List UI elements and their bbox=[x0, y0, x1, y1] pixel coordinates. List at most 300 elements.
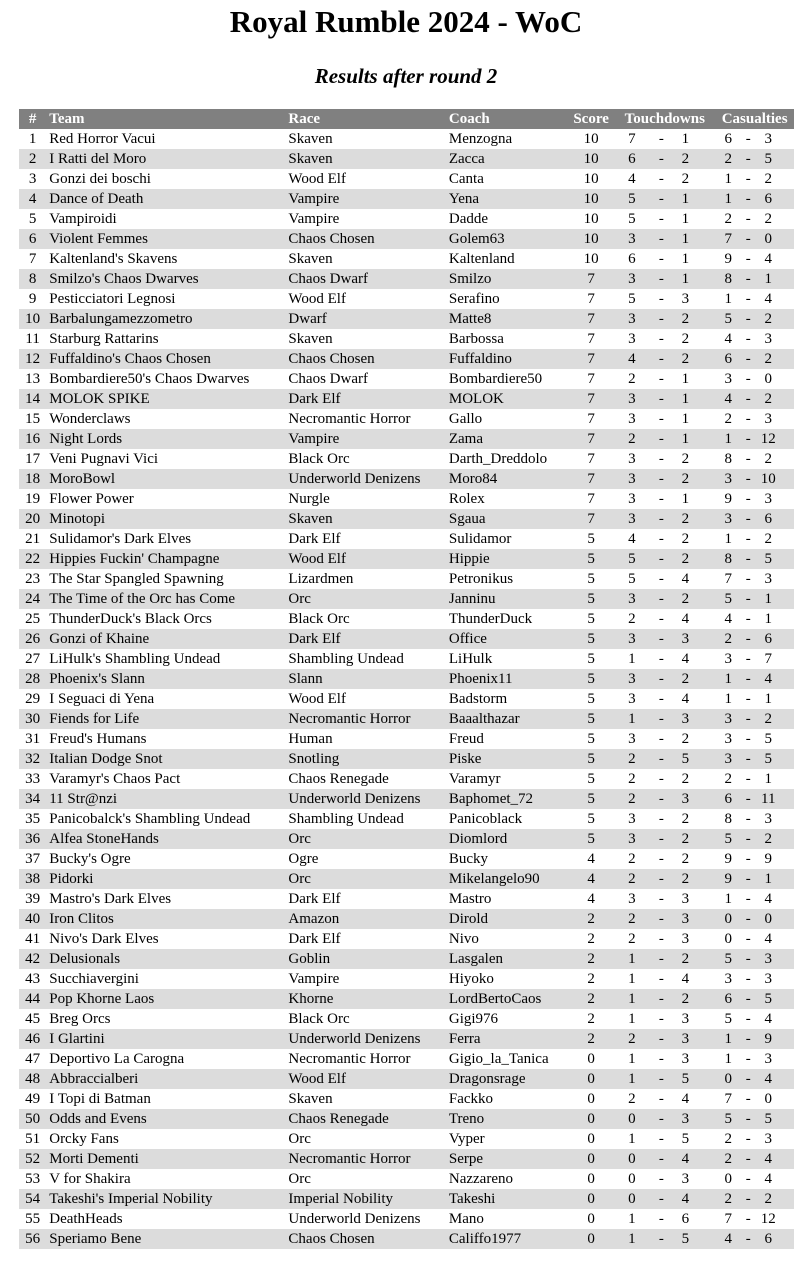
rank-cell: 44 bbox=[25, 991, 41, 1007]
touchdowns-cell bbox=[614, 349, 715, 369]
coach-cell: Mikelangelo90 bbox=[448, 871, 540, 887]
score-cell: 0 bbox=[587, 1191, 595, 1207]
casualties-cell bbox=[715, 969, 794, 989]
casualties-pair bbox=[715, 1049, 794, 1069]
touchdowns-against: 4 bbox=[681, 971, 690, 987]
touchdowns-pair bbox=[614, 789, 715, 809]
race-cell: Orc bbox=[288, 831, 311, 847]
casualties-pair bbox=[715, 429, 794, 449]
touchdowns-pair bbox=[614, 1029, 715, 1049]
coach-cell: Barbossa bbox=[448, 331, 504, 347]
separator: - bbox=[658, 611, 664, 627]
separator: - bbox=[745, 451, 751, 467]
race-cell: Necromantic Horror bbox=[288, 1051, 411, 1067]
table-row bbox=[19, 569, 794, 589]
score-cell: 5 bbox=[587, 611, 595, 627]
touchdowns-against: 2 bbox=[681, 851, 690, 867]
touchdowns-against: 3 bbox=[681, 631, 690, 647]
casualties-against: 2 bbox=[764, 211, 772, 227]
coach-cell: Dirold bbox=[448, 911, 489, 927]
team-cell: The Star Spangled Spawning bbox=[49, 571, 224, 587]
separator: - bbox=[745, 611, 751, 627]
touchdowns-against: 2 bbox=[681, 771, 690, 787]
touchdowns-against: 3 bbox=[681, 291, 690, 307]
separator: - bbox=[658, 571, 664, 587]
separator: - bbox=[745, 411, 751, 427]
coach-cell: Hippie bbox=[448, 551, 490, 567]
touchdowns-pair bbox=[614, 469, 715, 489]
table-row bbox=[19, 409, 794, 429]
team-cell: I Glartini bbox=[49, 1031, 105, 1047]
touchdowns-pair bbox=[614, 189, 715, 209]
touchdowns-against: 3 bbox=[681, 1051, 690, 1067]
casualties-pair bbox=[715, 629, 794, 649]
casualties-for: 9 bbox=[724, 871, 732, 887]
table-row bbox=[19, 489, 794, 509]
touchdowns-cell bbox=[614, 769, 715, 789]
casualties-cell bbox=[715, 489, 794, 509]
separator: - bbox=[658, 191, 664, 207]
casualties-pair bbox=[715, 1169, 794, 1189]
touchdowns-pair bbox=[614, 589, 715, 609]
race-cell: Underworld Denizens bbox=[288, 791, 421, 807]
touchdowns-cell bbox=[614, 549, 715, 569]
rank-cell: 29 bbox=[25, 691, 41, 707]
touchdowns-pair bbox=[614, 309, 715, 329]
touchdowns-pair bbox=[614, 709, 715, 729]
score-cell: 7 bbox=[587, 431, 595, 447]
coach-cell: Lasgalen bbox=[448, 951, 503, 967]
casualties-against: 3 bbox=[764, 131, 772, 147]
casualties-cell bbox=[715, 569, 794, 589]
touchdowns-for: 3 bbox=[628, 331, 636, 347]
touchdowns-pair bbox=[614, 129, 715, 149]
separator: - bbox=[658, 1211, 664, 1227]
touchdowns-cell bbox=[614, 649, 715, 669]
casualties-pair bbox=[715, 1189, 794, 1209]
separator: - bbox=[658, 1031, 664, 1047]
separator: - bbox=[745, 851, 751, 867]
casualties-against: 4 bbox=[764, 1151, 772, 1167]
coach-cell: Rolex bbox=[448, 491, 485, 507]
casualties-cell bbox=[715, 629, 794, 649]
separator: - bbox=[658, 711, 664, 727]
coach-cell: Moro84 bbox=[448, 471, 498, 487]
table-row bbox=[19, 769, 794, 789]
casualties-cell bbox=[715, 769, 794, 789]
casualties-cell bbox=[715, 949, 794, 969]
touchdowns-against: 5 bbox=[681, 1131, 690, 1147]
team-cell: LiHulk's Shambling Undead bbox=[49, 651, 221, 667]
casualties-for: 7 bbox=[724, 1091, 732, 1107]
separator: - bbox=[745, 991, 751, 1007]
casualties-cell bbox=[715, 1009, 794, 1029]
casualties-for: 0 bbox=[724, 1071, 732, 1087]
score-cell: 5 bbox=[587, 671, 595, 687]
score-cell: 7 bbox=[587, 351, 595, 367]
casualties-cell bbox=[715, 189, 794, 209]
touchdowns-pair bbox=[614, 609, 715, 629]
touchdowns-against: 6 bbox=[681, 1211, 690, 1227]
race-cell: Chaos Dwarf bbox=[288, 371, 368, 387]
team-cell: Veni Pugnavi Vici bbox=[49, 451, 159, 467]
separator: - bbox=[658, 531, 664, 547]
touchdowns-cell bbox=[614, 489, 715, 509]
touchdowns-pair bbox=[614, 1169, 715, 1189]
separator: - bbox=[658, 291, 664, 307]
score-cell: 7 bbox=[587, 451, 595, 467]
separator: - bbox=[658, 891, 664, 907]
table-row bbox=[19, 169, 794, 189]
touchdowns-for: 4 bbox=[628, 351, 636, 367]
rank-cell: 46 bbox=[25, 1031, 41, 1047]
casualties-for: 1 bbox=[724, 431, 732, 447]
race-cell: Orc bbox=[288, 1171, 311, 1187]
casualties-pair bbox=[715, 1029, 794, 1049]
touchdowns-cell bbox=[614, 969, 715, 989]
race-cell: Vampire bbox=[288, 431, 340, 447]
score-cell: 10 bbox=[583, 131, 599, 147]
race-cell: Orc bbox=[288, 871, 311, 887]
table-row bbox=[19, 269, 794, 289]
casualties-pair bbox=[715, 969, 794, 989]
score-cell: 5 bbox=[587, 731, 595, 747]
separator: - bbox=[745, 1091, 751, 1107]
touchdowns-for: 2 bbox=[628, 611, 636, 627]
casualties-for: 3 bbox=[724, 711, 732, 727]
touchdowns-pair bbox=[614, 349, 715, 369]
touchdowns-against: 3 bbox=[681, 791, 690, 807]
score-cell: 4 bbox=[587, 891, 595, 907]
score-cell: 7 bbox=[587, 371, 595, 387]
casualties-pair bbox=[715, 1089, 794, 1109]
casualties-pair bbox=[715, 709, 794, 729]
touchdowns-against: 3 bbox=[681, 1171, 690, 1187]
casualties-against: 4 bbox=[764, 931, 772, 947]
rank-cell: 43 bbox=[25, 971, 41, 987]
coach-cell: Janninu bbox=[448, 591, 496, 607]
coach-cell: Panicoblack bbox=[448, 811, 523, 827]
casualties-cell bbox=[715, 229, 794, 249]
casualties-pair bbox=[715, 909, 794, 929]
casualties-pair bbox=[715, 1209, 794, 1229]
score-cell: 2 bbox=[587, 971, 595, 987]
casualties-pair bbox=[715, 609, 794, 629]
casualties-against: 3 bbox=[764, 571, 772, 587]
casualties-cell bbox=[715, 649, 794, 669]
team-cell: Wonderclaws bbox=[49, 411, 131, 427]
casualties-cell bbox=[715, 449, 794, 469]
touchdowns-for: 1 bbox=[628, 951, 636, 967]
casualties-cell bbox=[715, 429, 794, 449]
table-row bbox=[19, 209, 794, 229]
touchdowns-against: 2 bbox=[681, 991, 690, 1007]
coach-cell: LordBertoCaos bbox=[448, 991, 542, 1007]
coach-cell: Treno bbox=[448, 1111, 485, 1127]
coach-cell: Baaalthazar bbox=[448, 711, 520, 727]
casualties-against: 3 bbox=[764, 331, 772, 347]
race-cell: Ogre bbox=[288, 851, 319, 867]
touchdowns-cell bbox=[614, 629, 715, 649]
rank-cell: 31 bbox=[25, 731, 41, 747]
casualties-cell bbox=[715, 329, 794, 349]
separator: - bbox=[658, 691, 664, 707]
table-row bbox=[19, 869, 794, 889]
casualties-pair bbox=[715, 249, 794, 269]
separator: - bbox=[658, 1231, 664, 1247]
score-cell: 10 bbox=[583, 191, 599, 207]
team-cell: I Seguaci di Yena bbox=[49, 691, 155, 707]
touchdowns-cell bbox=[614, 1189, 715, 1209]
touchdowns-against: 3 bbox=[681, 891, 690, 907]
touchdowns-pair bbox=[614, 289, 715, 309]
touchdowns-for: 1 bbox=[628, 711, 636, 727]
score-cell: 0 bbox=[587, 1111, 595, 1127]
score-cell: 2 bbox=[587, 931, 595, 947]
separator: - bbox=[745, 191, 751, 207]
race-cell: Orc bbox=[288, 1131, 311, 1147]
table-row bbox=[19, 1009, 794, 1029]
separator: - bbox=[745, 771, 751, 787]
touchdowns-cell bbox=[614, 889, 715, 909]
casualties-against: 3 bbox=[764, 491, 772, 507]
separator: - bbox=[658, 971, 664, 987]
separator: - bbox=[658, 871, 664, 887]
casualties-cell bbox=[715, 929, 794, 949]
coach-cell: Hiyoko bbox=[448, 971, 494, 987]
casualties-against: 2 bbox=[764, 711, 772, 727]
touchdowns-for: 3 bbox=[628, 451, 636, 467]
touchdowns-pair bbox=[614, 1049, 715, 1069]
team-cell: Iron Clitos bbox=[49, 911, 114, 927]
casualties-cell bbox=[715, 1149, 794, 1169]
casualties-pair bbox=[715, 989, 794, 1009]
touchdowns-pair bbox=[614, 429, 715, 449]
touchdowns-for: 7 bbox=[628, 131, 636, 147]
coach-cell: Matte8 bbox=[448, 311, 492, 327]
separator: - bbox=[658, 271, 664, 287]
coach-cell: Smilzo bbox=[448, 271, 492, 287]
table-row bbox=[19, 1209, 794, 1229]
rank-cell: 33 bbox=[25, 771, 41, 787]
casualties-cell bbox=[715, 509, 794, 529]
rank-cell: 18 bbox=[25, 471, 41, 487]
team-cell: Sulidamor's Dark Elves bbox=[49, 531, 192, 547]
table-body bbox=[19, 129, 794, 1249]
header-touchdowns: Touchdowns bbox=[614, 109, 715, 129]
team-cell: I Ratti del Moro bbox=[49, 151, 147, 167]
rank-cell: 1 bbox=[28, 131, 37, 147]
casualties-for: 7 bbox=[724, 1211, 732, 1227]
casualties-cell bbox=[715, 609, 794, 629]
touchdowns-for: 3 bbox=[628, 691, 636, 707]
rank-cell: 23 bbox=[25, 571, 41, 587]
coach-cell: Piske bbox=[448, 751, 482, 767]
rank-cell: 22 bbox=[25, 551, 41, 567]
casualties-pair bbox=[715, 949, 794, 969]
casualties-cell bbox=[715, 669, 794, 689]
separator: - bbox=[658, 251, 664, 267]
casualties-pair bbox=[715, 869, 794, 889]
table-row bbox=[19, 689, 794, 709]
coach-cell: LiHulk bbox=[448, 651, 493, 667]
separator: - bbox=[745, 231, 751, 247]
team-cell: Bombardiere50's Chaos Dwarves bbox=[49, 371, 250, 387]
score-cell: 7 bbox=[587, 411, 595, 427]
team-cell: DeathHeads bbox=[49, 1211, 123, 1227]
touchdowns-for: 5 bbox=[628, 211, 636, 227]
separator: - bbox=[658, 391, 664, 407]
casualties-against: 4 bbox=[764, 891, 772, 907]
casualties-for: 1 bbox=[724, 1031, 732, 1047]
table-row bbox=[19, 289, 794, 309]
score-cell: 5 bbox=[587, 591, 595, 607]
casualties-for: 2 bbox=[724, 1131, 732, 1147]
touchdowns-against: 2 bbox=[681, 591, 690, 607]
touchdowns-pair bbox=[614, 689, 715, 709]
separator: - bbox=[658, 131, 664, 147]
score-cell: 7 bbox=[587, 311, 595, 327]
separator: - bbox=[745, 551, 751, 567]
touchdowns-against: 5 bbox=[681, 1231, 690, 1247]
rank-cell: 32 bbox=[25, 751, 41, 767]
casualties-cell bbox=[715, 349, 794, 369]
touchdowns-for: 1 bbox=[628, 1051, 636, 1067]
race-cell: Skaven bbox=[288, 1091, 333, 1107]
casualties-cell bbox=[715, 1069, 794, 1089]
score-cell: 4 bbox=[587, 851, 595, 867]
race-cell: Black Orc bbox=[288, 611, 350, 627]
touchdowns-cell bbox=[614, 369, 715, 389]
team-cell: Night Lords bbox=[49, 431, 123, 447]
separator: - bbox=[745, 911, 751, 927]
touchdowns-cell bbox=[614, 329, 715, 349]
score-cell: 10 bbox=[583, 171, 599, 187]
separator: - bbox=[745, 291, 751, 307]
touchdowns-cell bbox=[614, 1069, 715, 1089]
casualties-cell bbox=[715, 1089, 794, 1109]
table-row bbox=[19, 789, 794, 809]
casualties-cell bbox=[715, 289, 794, 309]
race-cell: Lizardmen bbox=[288, 571, 354, 587]
race-cell: Dark Elf bbox=[288, 891, 341, 907]
casualties-against: 6 bbox=[764, 631, 772, 647]
touchdowns-pair bbox=[614, 749, 715, 769]
touchdowns-cell bbox=[614, 249, 715, 269]
table-row bbox=[19, 929, 794, 949]
race-cell: Vampire bbox=[288, 211, 340, 227]
team-cell: Abbraccialberi bbox=[49, 1071, 139, 1087]
rank-cell: 38 bbox=[25, 871, 41, 887]
casualties-against: 9 bbox=[764, 1031, 772, 1047]
casualties-against: 4 bbox=[764, 671, 772, 687]
coach-cell: Ferra bbox=[448, 1031, 481, 1047]
coach-cell: Dragonsrage bbox=[448, 1071, 526, 1087]
race-cell: Necromantic Horror bbox=[288, 711, 411, 727]
score-cell: 7 bbox=[587, 331, 595, 347]
coach-cell: ThunderDuck bbox=[448, 611, 533, 627]
rank-cell: 12 bbox=[25, 351, 41, 367]
separator: - bbox=[658, 351, 664, 367]
casualties-for: 4 bbox=[724, 331, 732, 347]
team-cell: Pesticciatori Legnosi bbox=[49, 291, 176, 307]
casualties-against: 2 bbox=[764, 171, 772, 187]
touchdowns-for: 2 bbox=[628, 911, 636, 927]
separator: - bbox=[658, 1151, 664, 1167]
race-cell: Wood Elf bbox=[288, 691, 346, 707]
table-row bbox=[19, 1089, 794, 1109]
casualties-for: 2 bbox=[724, 411, 732, 427]
score-cell: 5 bbox=[587, 571, 595, 587]
touchdowns-cell bbox=[614, 729, 715, 749]
team-cell: Fiends for Life bbox=[49, 711, 140, 727]
casualties-cell bbox=[715, 709, 794, 729]
touchdowns-pair bbox=[614, 649, 715, 669]
casualties-against: 0 bbox=[764, 231, 772, 247]
separator: - bbox=[745, 1031, 751, 1047]
touchdowns-for: 2 bbox=[628, 791, 636, 807]
rank-cell: 24 bbox=[25, 591, 41, 607]
touchdowns-for: 3 bbox=[628, 811, 636, 827]
race-cell: Slann bbox=[288, 671, 323, 687]
touchdowns-for: 2 bbox=[628, 431, 636, 447]
separator: - bbox=[745, 931, 751, 947]
separator: - bbox=[658, 331, 664, 347]
coach-cell: Bucky bbox=[448, 851, 489, 867]
rank-cell: 5 bbox=[28, 211, 37, 227]
casualties-cell bbox=[715, 729, 794, 749]
coach-cell: Darth_Dreddolo bbox=[448, 451, 548, 467]
touchdowns-against: 2 bbox=[681, 871, 690, 887]
touchdowns-pair bbox=[614, 929, 715, 949]
race-cell: Dark Elf bbox=[288, 531, 341, 547]
touchdowns-for: 3 bbox=[628, 471, 636, 487]
separator: - bbox=[745, 1211, 751, 1227]
touchdowns-cell bbox=[614, 809, 715, 829]
separator: - bbox=[658, 1051, 664, 1067]
table-row bbox=[19, 249, 794, 269]
casualties-against: 4 bbox=[764, 1011, 772, 1027]
table-row bbox=[19, 449, 794, 469]
touchdowns-for: 1 bbox=[628, 1011, 636, 1027]
touchdowns-against: 2 bbox=[681, 471, 690, 487]
table-row bbox=[19, 509, 794, 529]
team-cell: MOLOK SPIKE bbox=[49, 391, 150, 407]
casualties-pair bbox=[715, 129, 794, 149]
score-cell: 7 bbox=[587, 511, 595, 527]
touchdowns-cell bbox=[614, 989, 715, 1009]
touchdowns-against: 3 bbox=[681, 1111, 690, 1127]
touchdowns-for: 1 bbox=[628, 1211, 636, 1227]
score-cell: 0 bbox=[587, 1051, 595, 1067]
casualties-pair bbox=[715, 149, 794, 169]
race-cell: Shambling Undead bbox=[288, 651, 404, 667]
casualties-against: 3 bbox=[764, 951, 772, 967]
touchdowns-against: 4 bbox=[681, 611, 690, 627]
table-row bbox=[19, 1229, 794, 1249]
casualties-against: 1 bbox=[764, 691, 772, 707]
race-cell: Dark Elf bbox=[288, 931, 341, 947]
touchdowns-against: 1 bbox=[681, 371, 690, 387]
rank-cell: 36 bbox=[25, 831, 41, 847]
touchdowns-for: 3 bbox=[628, 391, 636, 407]
rank-cell: 39 bbox=[25, 891, 41, 907]
casualties-cell bbox=[715, 469, 794, 489]
touchdowns-pair bbox=[614, 489, 715, 509]
casualties-cell bbox=[715, 529, 794, 549]
race-cell: Chaos Chosen bbox=[288, 351, 375, 367]
casualties-for: 3 bbox=[724, 471, 732, 487]
